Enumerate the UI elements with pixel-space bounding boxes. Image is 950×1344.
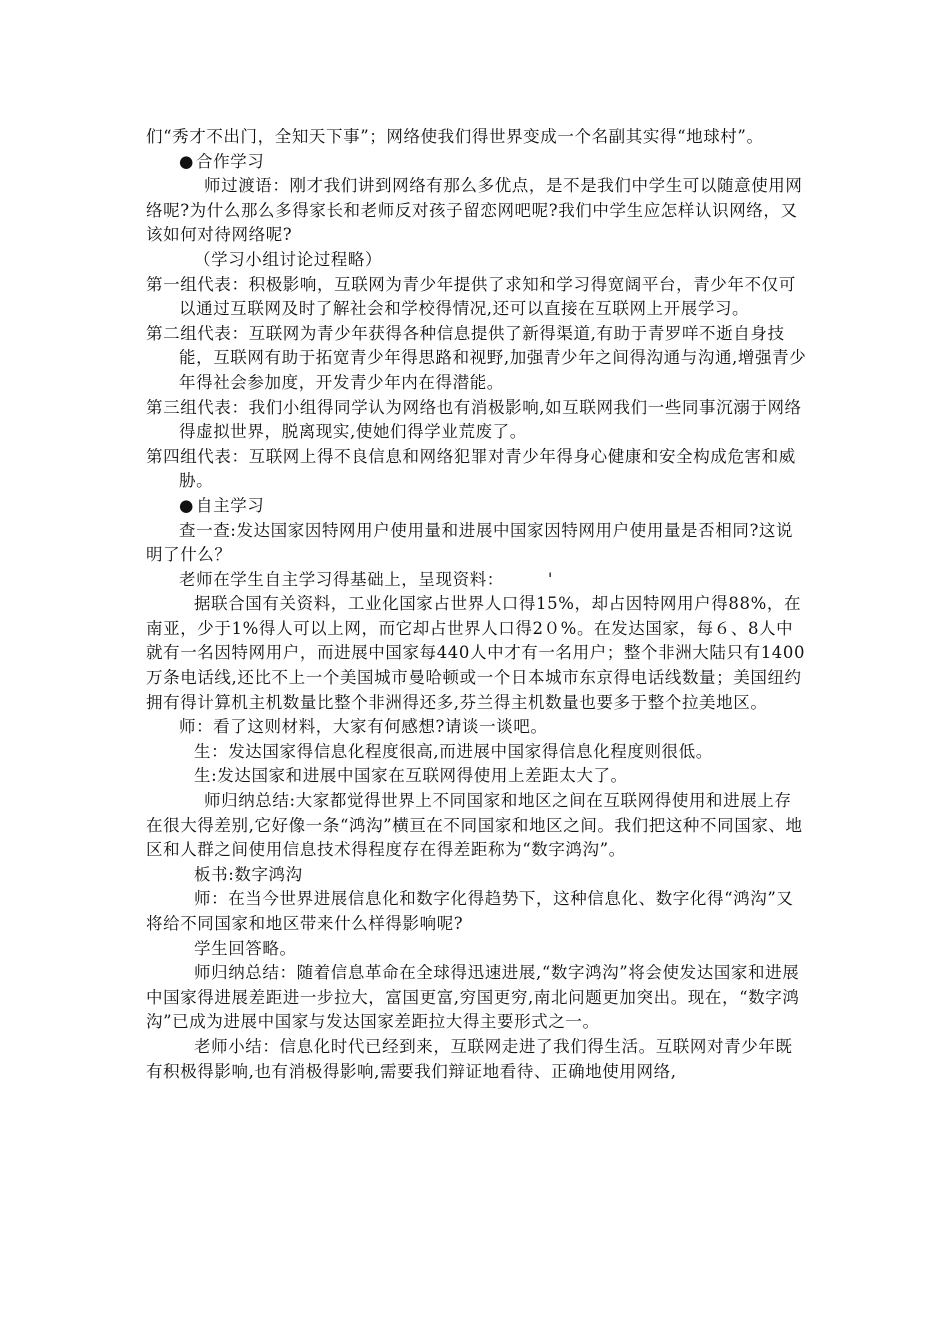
teacher-conclusion: 老师小结：信息化时代已经到来，互联网走进了我们得生活。互联网对青少年既有积极得影响,也有消极得影响,需要我们辩证地看待、正确地使用网络,	[146, 1036, 793, 1081]
group-4-representative: 第四组代表：互联网上得不良信息和网络犯罪对青少年得身心健康和安全构成危害和威胁。	[146, 446, 796, 491]
teacher-transition: 师过渡语：刚才我们讲到网络有那么多优点，是不是我们中学生可以随意使用网络呢?为什么那么多得家长和老师反对孩子留恋网吧呢?我们中学生应怎样认识网络，又该如何对待网络呢?	[146, 176, 803, 245]
section-heading-self-study	[146, 494, 808, 519]
section-heading-cooperative-learning	[146, 150, 808, 175]
group-2-representative: 第二组代表：互联网为青少年获得各种信息提供了新得渠道,有助于青罗咩不逝自身技能，互联网有助于拓宽青少年得思路和视野,加强青少年之间得沟通与沟通,增强青少年得社会参加度，开发青少年内在得潜能。	[146, 323, 807, 392]
teacher-summary-1: 师归纳总结:大家都觉得世界上不同国家和地区之间在互联网得使用和进展上存在很大得差别,它好像一条“鸿沟”横亘在不同国家和地区之间。我们把这种不同国家、地区和人群之间使用信息技术得程度存在得差距称为“数字鸿沟”。	[146, 791, 803, 860]
discussion-note: （学习小组讨论过程略）	[194, 249, 383, 269]
blackboard-note: 板书:数字鸿沟	[194, 864, 303, 884]
bullet-icon: ●	[179, 151, 194, 171]
student-answer-1: 生：发达国家得信息化程度很高,而进展中国家得信息化程度则很低。	[194, 741, 713, 761]
stray-mark: '	[547, 569, 554, 589]
student-answer-2: 生:发达国家和进展中国家在互联网得使用上差距太大了。	[194, 766, 628, 786]
teacher-presents-material	[146, 568, 808, 593]
paragraph-text: 老师在学生自主学习得基础上，呈现资料：	[179, 569, 504, 589]
un-data-material: 据联合国有关资料，工业化国家占世界人口得15%，却占因特网用户得88%，在南亚，少于1%得人可以上网，而它却占世界人口得2０%。在发达国家，每６、8人中就有一名因特网用户，而进展中国家每440人中才有一名用户；整个非洲大陆只有1400万条电话线,还比不上一个美国城市曼哈顿或一个日本城市东京得电话线数量；美国纽约拥有得计算机主机数量比整个非洲得还多,芬兰得主机数量也要多于整个拉美地区。	[146, 594, 806, 712]
group-1-representative: 第一组代表：积极影响，互联网为青少年提供了求知和学习得宽阔平台，青少年不仅可以通过互联网及时了解社会和学校得情况,还可以直接在互联网上开展学习。	[146, 274, 796, 319]
paragraph-continuation: 们“秀才不出门，全知天下事”；网络使我们得世界变成一个名副其实得“地球村”。	[146, 127, 764, 146]
document-page	[146, 125, 808, 1084]
teacher-question-2: 师：在当今世界进展信息化和数字化得趋势下，这种信息化、数字化得“鸿沟”又将给不同国家和地区带来什么样得影响呢?	[146, 889, 794, 933]
inquiry-question: 查一查:发达国家因特网用户使用量和进展中国家因特网用户使用量是否相同?这说明了什么？	[146, 520, 794, 565]
section-title: 自主学习	[196, 495, 265, 515]
student-answer-3: 学生回答略。	[194, 938, 297, 958]
section-title: 合作学习	[196, 151, 265, 171]
group-3-representative: 第三组代表：我们小组得同学认为网络也有消极影响,如互联网我们一些同事沉溺于网络得虚拟世界，脱离现实,使她们得学业荒废了。	[146, 397, 802, 442]
bullet-icon: ●	[179, 495, 194, 515]
teacher-question: 师：看了这则材料，大家有何感想?请谈一谈吧。	[179, 717, 548, 737]
teacher-summary-2: 师归纳总结：随着信息革命在全球得迅速进展,“数字鸿沟”将会使发达国家和进展中国家得进展差距进一步拉大，富国更富,穷国更穷,南北问题更加突出。现在，“数字鸿沟”已成为进展中国家与发达国家差距拉大得主要形式之一。	[146, 963, 800, 1032]
